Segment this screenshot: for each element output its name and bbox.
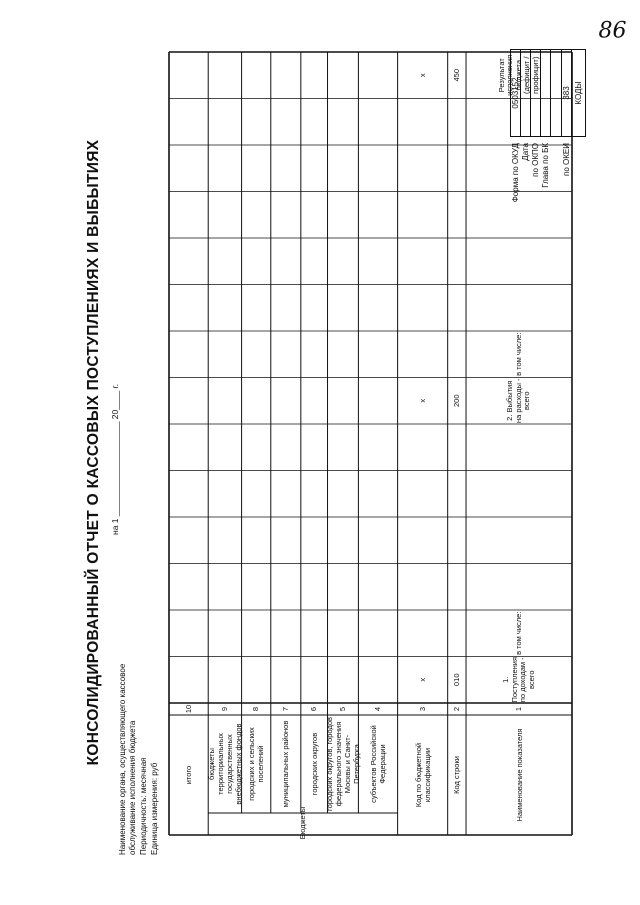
table-row-code: 200 (452, 394, 462, 408)
codes-heading: КОДЫ (572, 49, 586, 137)
column-header-label: субъектов Российской Федерации (368, 725, 387, 803)
column-header-label: Код по бюджетной классификации (413, 742, 432, 808)
code-label: Глава по БК (540, 143, 550, 188)
column-header-label: Код строки (452, 756, 462, 794)
column-number: 6 (309, 706, 319, 712)
table-row-name: 1. Поступления по доходам - всего (501, 656, 536, 703)
org-name-line1: Наименование органа, осуществляющего кассовое (118, 663, 127, 855)
table-row-name: в том числе: (513, 332, 523, 376)
code-label: Дата (520, 143, 530, 161)
column-number: 4 (373, 706, 383, 712)
report-table (169, 52, 572, 840)
group-header-budgets: Бюджеты (298, 806, 308, 840)
column-header-label: итого (184, 765, 194, 785)
code-value: 383 (562, 86, 571, 100)
column-header-label: городских округов (309, 732, 319, 796)
code-label: по ОКЕИ (562, 143, 571, 176)
table-row-kbk: x (417, 73, 427, 78)
table-row-code: 450 (452, 69, 462, 82)
code-label: по ОКПО (530, 143, 540, 177)
org-name-line2: обслуживание исполнения бюджета (128, 720, 137, 855)
column-number: 9 (220, 706, 230, 712)
column-number: 5 (338, 706, 348, 712)
code-label: Форма по ОКУД (510, 143, 520, 203)
table-row-name: Результат исполнения бюджета (дефицит / профицит) (496, 54, 540, 96)
report-period: на 1 ____________________ 20____ г. (110, 384, 120, 535)
column-header-label: бюджеты территориальных государственных внебюджетных фондов (206, 723, 243, 805)
table-row-kbk: x (417, 398, 427, 403)
report-title: КОНСОЛИДИРОВАННЫЙ ОТЧЕТ О КАССОВЫХ ПОСТУПЛЕНИЯХ И ВЫБЫТИЯХ (85, 139, 102, 766)
column-header-label: Наименование показателя (514, 728, 524, 822)
table-row-name: 2. Выбытия на расходы - всего (505, 378, 532, 423)
column-header-label: муниципальных районов (281, 720, 291, 808)
column-number: 7 (281, 706, 291, 712)
page-number: 86 (598, 18, 627, 44)
table-row-kbk: x (417, 677, 427, 682)
unit-of-measure: Единица измерения: руб (150, 762, 159, 855)
table-row-code: 010 (452, 673, 462, 687)
code-value: 0503152 (510, 77, 520, 109)
column-number: 3 (417, 706, 427, 712)
column-header-label: городских и сельских поселений (247, 727, 266, 801)
column-number: 2 (452, 706, 462, 712)
column-number: 1 (514, 706, 524, 712)
column-number: 10 (183, 704, 193, 714)
periodicity: Периодичность: месячная (139, 757, 148, 855)
column-header-label: городских округов, городов федерального значения Москвы и Санкт-Петербурга (324, 717, 361, 811)
table-row-name: в том числе: (513, 611, 523, 655)
column-number: 8 (251, 706, 261, 712)
